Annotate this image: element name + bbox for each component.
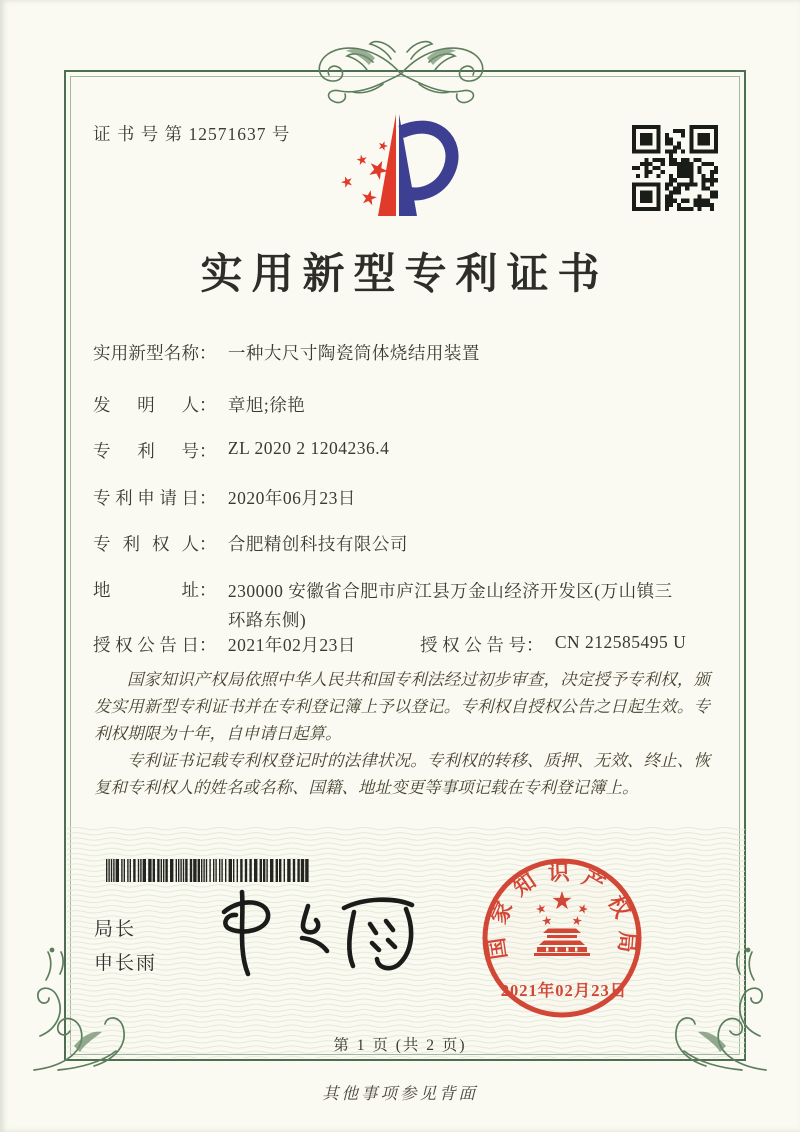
legal-paragraph: 国家知识产权局依照中华人民共和国专利法经过初步审查，决定授予专利权，颁发实用新型专利证书并在专利登记簿上予以登记。专利权自授权公告之日起生效。专利权期限为十年，自申请日起算。 xyxy=(94,670,710,744)
qr-code xyxy=(632,125,718,216)
field-row-patent-number xyxy=(93,438,389,463)
field-label: 专利号 xyxy=(93,441,199,461)
cnipa-logo-icon xyxy=(333,110,465,228)
field-label: 实用新型名称 xyxy=(93,343,199,363)
field-row-address xyxy=(93,577,680,635)
label-colon: ： xyxy=(199,441,217,461)
field-label: 授权公告日 xyxy=(93,635,199,655)
signer-name: 申长雨 xyxy=(94,953,158,974)
label-colon: ： xyxy=(526,635,544,655)
label-colon: ： xyxy=(199,580,217,600)
field-row-name xyxy=(93,340,480,365)
seal-agency-text: 国家知识产权局 xyxy=(484,860,640,961)
field-label: 地址 xyxy=(93,580,199,600)
page-number: 第 1 页 (共 2 页) xyxy=(333,1037,467,1054)
field-value: 2020年06月23日 xyxy=(227,488,356,508)
field-value: 合肥精创科技有限公司 xyxy=(227,534,408,554)
legal-paragraph: 专利证书记载专利权登记时的法律状况。专利权的转移、质押、无效、终止、恢复和专利权人的姓名或名称、国籍、地址变更等事项记载在专利登记簿上。 xyxy=(94,751,710,798)
signer-title: 局长 xyxy=(94,919,137,940)
seal-date: 2021年02月23日 xyxy=(500,981,628,1000)
field-row-inventor xyxy=(93,392,305,417)
field-value: 章旭;徐艳 xyxy=(227,395,306,415)
field-label: 专利权人 xyxy=(93,534,199,554)
page-title: 实用新型专利证书 xyxy=(200,252,609,298)
label-colon: ： xyxy=(199,488,217,508)
field-label: 授权公告号 xyxy=(420,635,526,655)
field-pair-grant-number xyxy=(420,632,686,657)
label-colon: ： xyxy=(199,395,217,415)
field-value: 2021年02月23日 xyxy=(227,635,356,655)
field-row-patentee xyxy=(93,531,408,556)
field-value: CN 212585495 U xyxy=(554,632,687,652)
label-colon: ： xyxy=(199,343,217,363)
commissioner-signature xyxy=(212,876,434,988)
label-colon: ： xyxy=(199,534,217,554)
field-row-grant xyxy=(93,632,687,657)
official-seal xyxy=(477,853,647,1023)
top-flourish-ornament-icon xyxy=(283,34,519,108)
label-colon: ： xyxy=(199,635,217,655)
certificate-number: 证 书 号 第 12571637 号 xyxy=(93,124,291,144)
field-value: 230000 安徽省合肥市庐江县万金山经济开发区(万山镇三环路东侧) xyxy=(227,581,673,630)
field-value: 一种大尺寸陶瓷筒体烧结用装置 xyxy=(227,343,480,363)
field-row-filing-date xyxy=(93,485,356,510)
field-value: ZL 2020 2 1204236.4 xyxy=(227,438,390,458)
field-label: 发明人 xyxy=(93,395,199,415)
back-side-note: 其他事项参见背面 xyxy=(322,1084,478,1103)
field-label: 专利申请日 xyxy=(93,488,199,508)
legal-text xyxy=(94,666,710,801)
